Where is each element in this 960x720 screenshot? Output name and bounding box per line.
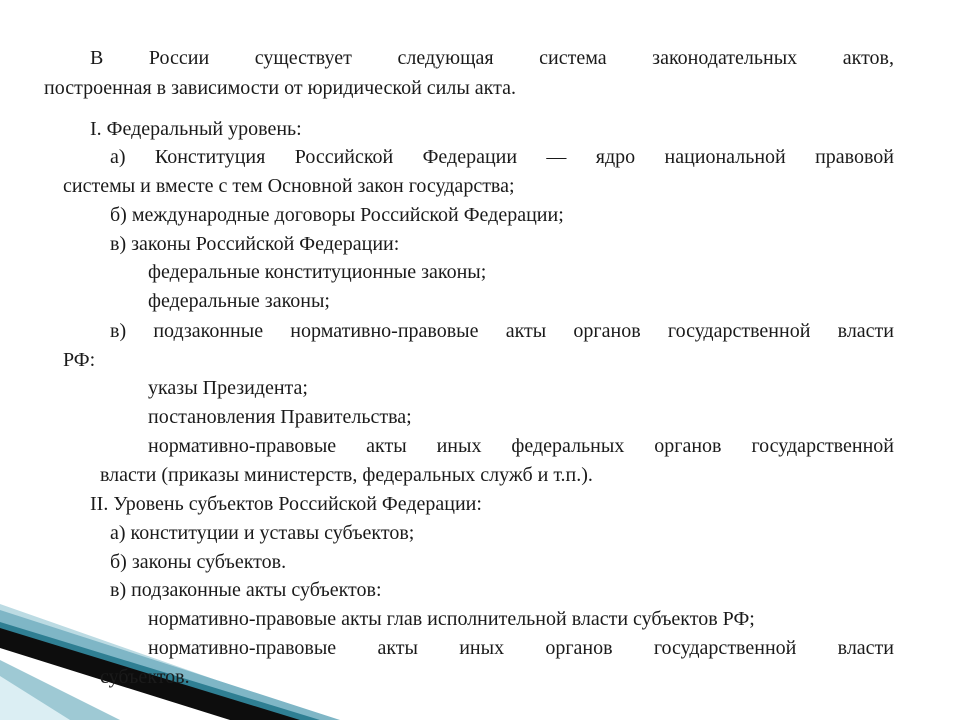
item-1d-sub-3-line-2: власти (приказы министерств, федеральных служб и т.п.). (100, 464, 593, 486)
item-2b: б) законы субъектов. (110, 551, 287, 573)
item-2c: в) подзаконные акты субъектов: (110, 579, 382, 601)
item-1a-line-1: а) Конституция Российской Федерации — ядро национальной правовой (110, 146, 894, 168)
item-2c-sub-2-line-1: нормативно-правовые акты иных органов государственной власти (148, 637, 894, 659)
item-1d-line-2: РФ: (63, 349, 96, 371)
item-1a-line-2: системы и вместе с тем Основной закон государства; (63, 175, 515, 197)
section-2-title: II. Уровень субъектов Российской Федерации: (90, 493, 482, 515)
item-1c-sub-1: федеральные конституционные законы; (148, 261, 487, 283)
item-1c: в) законы Российской Федерации: (110, 233, 400, 255)
item-1d-line-1: в) подзаконные нормативно-правовые акты органов государственной власти (110, 320, 894, 342)
item-1d-sub-2: постановления Правительства; (148, 406, 412, 428)
item-1d-sub-1: указы Президента; (148, 377, 308, 399)
item-2c-sub-1: нормативно-правовые акты глав исполнительной власти субъектов РФ; (148, 608, 755, 630)
intro-line-1: В России существует следующая система законодательных актов, (90, 47, 894, 69)
item-1b: б) международные договоры Российской Федерации; (110, 204, 564, 226)
section-1-title: I. Федеральный уровень: (90, 118, 302, 140)
item-2c-sub-2-line-2: субъектов. (100, 666, 190, 688)
item-2a: а) конституции и уставы субъектов; (110, 522, 415, 544)
intro-line-2: построенная в зависимости от юридической силы акта. (44, 77, 516, 99)
item-1d-sub-3-line-1: нормативно-правовые акты иных федеральных органов государственной (148, 435, 894, 457)
item-1c-sub-2: федеральные законы; (148, 290, 330, 312)
